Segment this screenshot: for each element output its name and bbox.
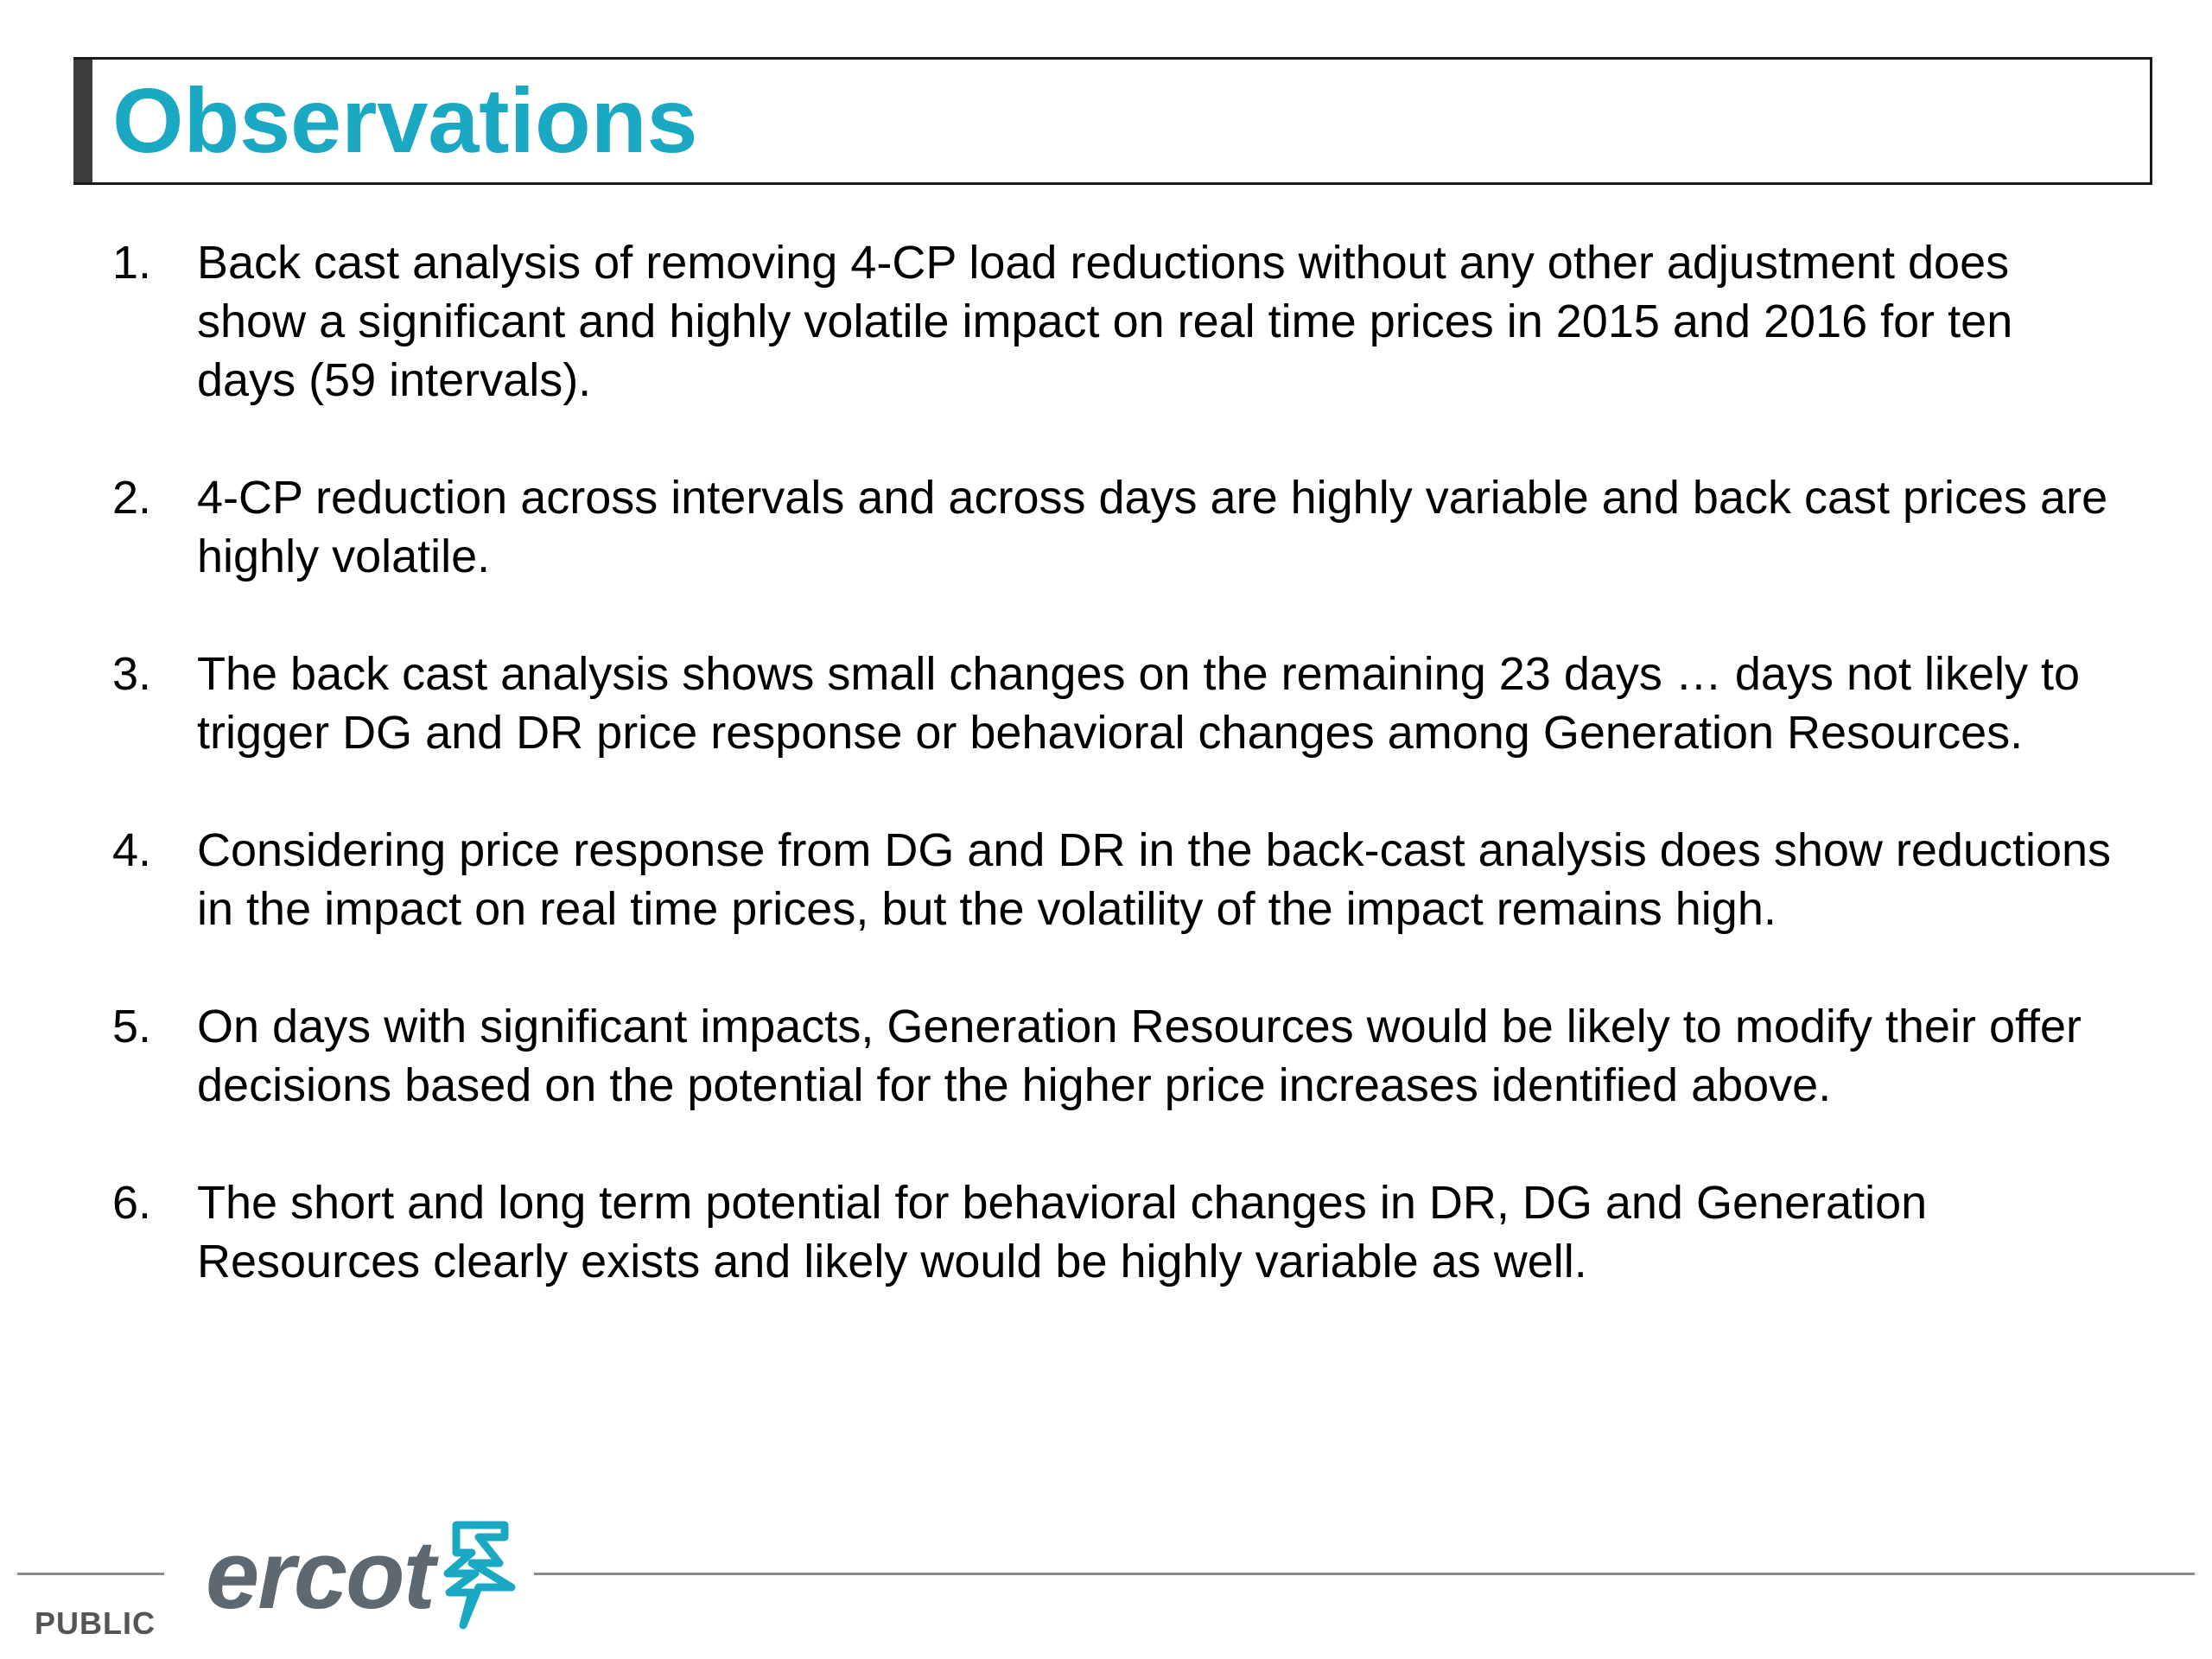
item-text: 4-CP reduction across intervals and across days are highly variable and back cast prices are highly volatile. [197,472,2108,582]
item-number: 3. [112,648,152,700]
slide-title: Observations [112,70,698,172]
item-number: 4. [112,824,152,876]
item-text: Considering price response from DG and DR in the back-cast analysis does show reductions in the impact on real time prices, but the volatility of the impact remains high. [197,824,2112,935]
list-item [112,1173,2117,1291]
item-text: On days with significant impacts, Generation Resources would be likely to modify their offer decisions based on the potential for the higher price increases identified above. [197,1001,2082,1111]
ercot-logo [206,1514,524,1635]
footer-divider-right [534,1573,2195,1575]
item-number: 5. [112,1001,152,1052]
item-number: 6. [112,1177,152,1229]
list-item [112,821,2117,938]
item-text: The back cast analysis shows small changes on the remaining 23 days … days not likely to trigger DG and DR price response or behavioral changes among Generation Resources. [197,648,2081,759]
item-text: Back cast analysis of removing 4-CP load reductions without any other adjustment does show a significant and highly volatile impact on real time prices in 2015 and 2016 for ten days (59 intervals). [197,237,2013,406]
list-item [112,468,2117,586]
footer-divider-left [17,1573,164,1575]
observations-list [112,233,2117,1350]
list-item [112,997,2117,1115]
logo-wordmark: ercot [206,1520,434,1629]
item-number: 2. [112,472,152,524]
classification-label: PUBLIC [35,1605,156,1641]
list-item [112,645,2117,762]
item-text: The short and long term potential for behavioral changes in DR, DG and Generation Resources clearly exists and likely would be highly variable as well. [197,1177,1928,1287]
list-item [112,233,2117,410]
ercot-bolt-icon [437,1518,524,1630]
item-number: 1. [112,237,152,289]
